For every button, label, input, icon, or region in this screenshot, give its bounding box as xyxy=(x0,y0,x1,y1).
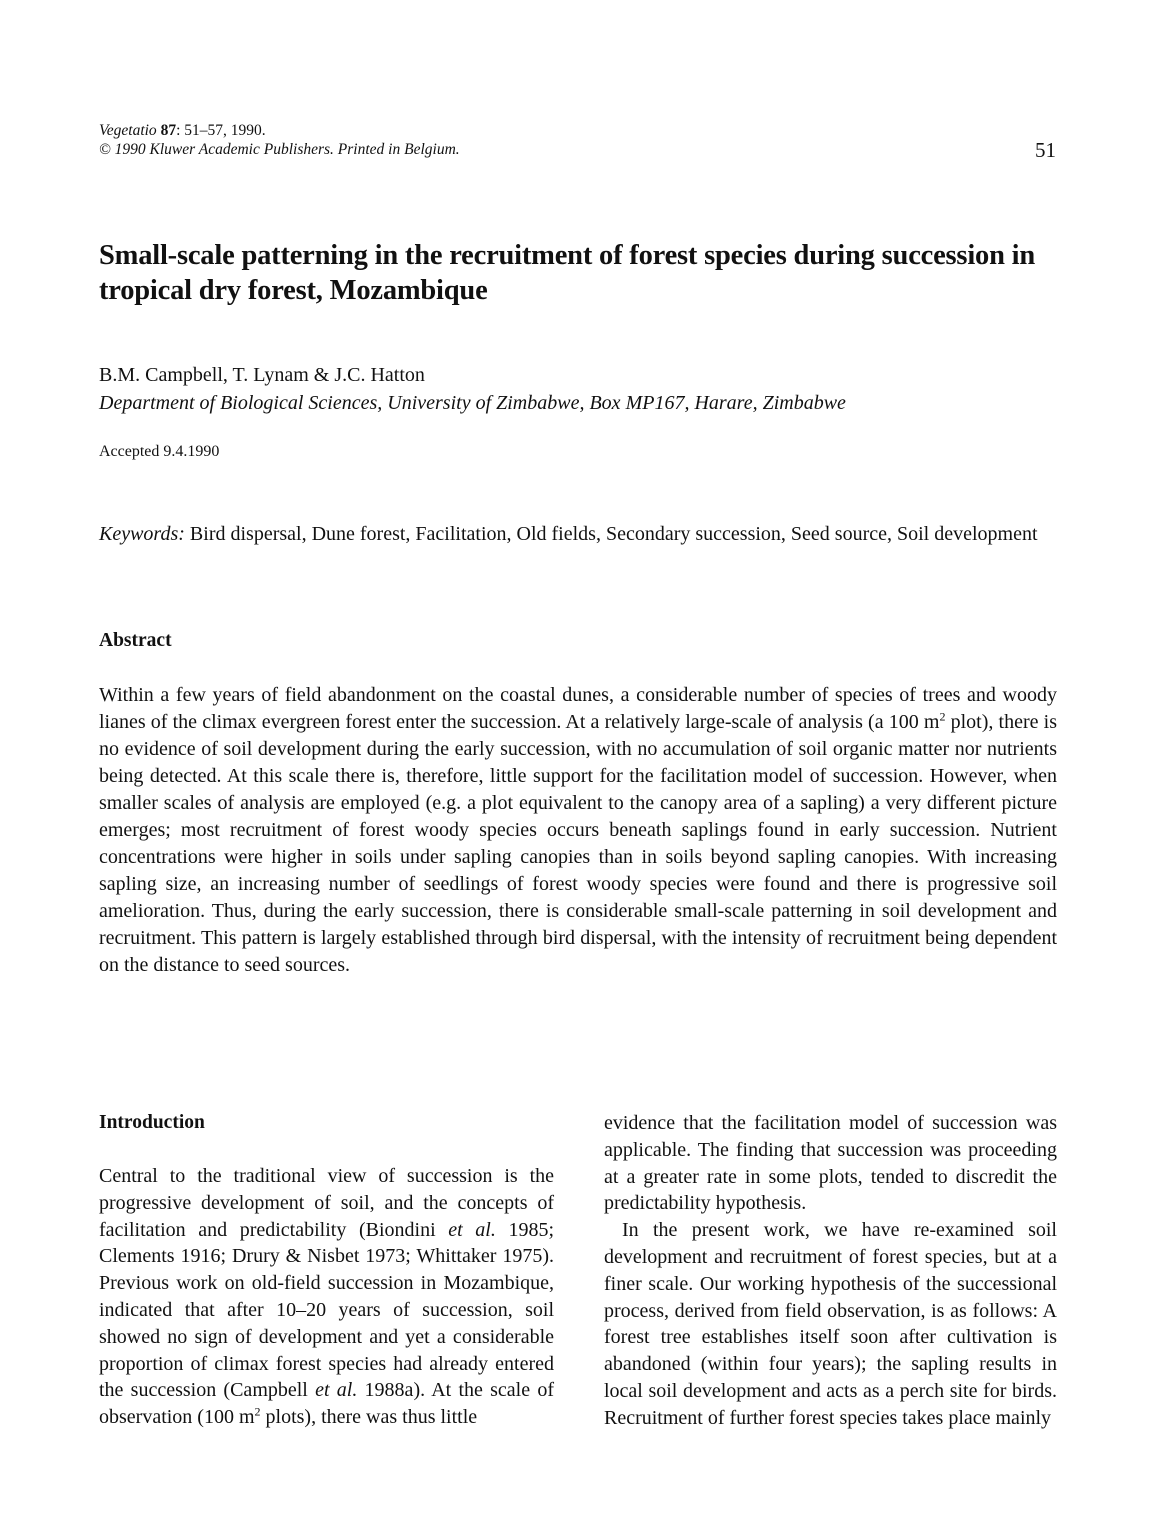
abstract-superscript: 2 xyxy=(939,709,946,724)
intro-right-column xyxy=(604,1110,1057,1432)
abstract-text-2: plot), there is no evidence of soil development during the early succession, with no accumulation of soil organic matter nor nutrients being detected. At this scale there is, therefore, little support for the facilitation model of succession. However, when smaller scales of analysis are employed (e.g. a plot equivalent to the canopy area of a sapling) a very different picture emerges; most recruitment of forest woody species occurs beneath saplings found in early succession. Nutrient concentrations were higher in soils under sapling canopies than in soils beyond sapling canopies. With increasing sapling size, an increasing number of seedlings of forest woody species were found and there is progressive soil amelioration. Thus, during the early succession, there is considerable small-scale patterning in soil development and recruitment. This pattern is largely established through bird dispersal, with the intensity of recruitment being dependent on the distance to seed sources. xyxy=(99,711,1057,976)
keywords xyxy=(99,520,1057,548)
abstract-heading: Abstract xyxy=(99,630,172,651)
journal-volume: 87 xyxy=(160,122,177,139)
intro-text: 1985; Clements 1916; Drury & Nisbet 1973; Whittaker 1975). Previous work on old-field succession in Mozambique, indicated that after 10–20 years of succession, soil showed no sign of development and yet a considerable proportion of climax forest species had already entered the succession (Campbell xyxy=(99,1218,555,1402)
paper-title: Small-scale patterning in the recruitment of forest species during succession in tropical dry forest, Mozambique xyxy=(99,240,1036,306)
et-al: et al. xyxy=(315,1379,358,1402)
intro-text: 1988a). At the scale of observation (100 m xyxy=(99,1379,554,1429)
intro-paragraph-2: In the present work, we have re-examined soil development and recruitment of forest species, but at a finer scale. Our working hypothesis of the successional process, derived from field observation, is as follows: A forest tree establishes itself soon after cultivation is abandoned (within four years); the sapling results in local soil development and acts as a perch site for birds. Recruitment of further forest species takes place mainly xyxy=(604,1219,1057,1429)
journal-name: Vegetatio xyxy=(99,122,157,139)
intro-paragraph-cont: evidence that the facilitation model of succession was applicable. The finding that succession was proceeding at a greater rate in some plots, tended to discredit the predictability hypothesis. xyxy=(604,1112,1057,1215)
intro-text: Central to the traditional view of succession is the progressive development of soil, and the concepts of facilitation and predictability (Biondini xyxy=(99,1165,554,1241)
keywords-text: Bird dispersal, Dune forest, Facilitation, Old fields, Secondary succession, Seed source, Soil development xyxy=(189,523,1038,545)
introduction-heading: Introduction xyxy=(99,1112,205,1133)
authors: B.M. Campbell, T. Lynam & J.C. Hatton xyxy=(99,364,425,386)
abstract-body xyxy=(99,682,1057,979)
journal-header xyxy=(99,121,460,159)
et-al: et al. xyxy=(448,1218,496,1241)
intro-text: plots), there was thus little xyxy=(260,1406,478,1429)
journal-pages-year: : 51–57, 1990. xyxy=(176,122,266,139)
abstract-text-1: Within a few years of field abandonment on the coastal dunes, a considerable number of species of trees and woody lianes of the climax evergreen forest enter the succession. At a relatively large-scale of analysis (a 100 m xyxy=(99,684,1057,733)
intro-left-column xyxy=(99,1163,554,1431)
superscript: 2 xyxy=(254,1404,261,1419)
accepted-date: Accepted 9.4.1990 xyxy=(99,443,220,460)
page-number: 51 xyxy=(1035,138,1056,162)
keywords-label: Keywords: xyxy=(99,523,185,545)
intro-paragraph-1 xyxy=(99,1163,554,1431)
copyright-line: © 1990 Kluwer Academic Publishers. Printed in Belgium. xyxy=(99,141,460,158)
affiliation: Department of Biological Sciences, University of Zimbabwe, Box MP167, Harare, Zimbabwe xyxy=(99,392,846,414)
